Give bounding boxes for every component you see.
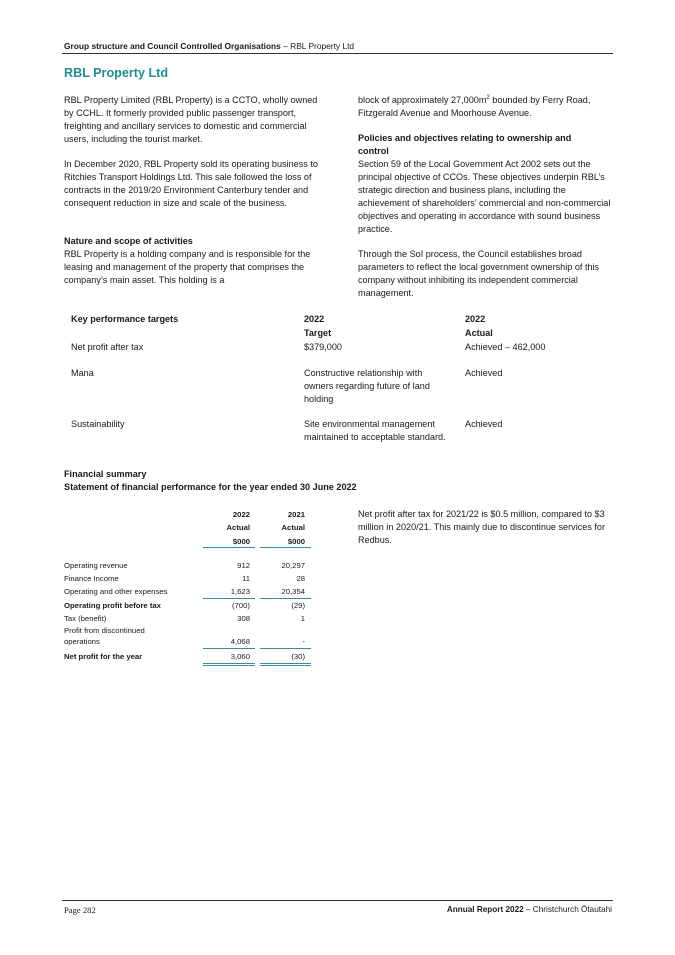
kpi-row-goal: Constructive relationship with owners regarding future of land holding — [304, 368, 430, 405]
total-double-rule — [260, 663, 311, 664]
col-2021-unit: $000 — [287, 537, 305, 546]
header-rule — [62, 53, 613, 54]
col-2022-unit: $000 — [232, 537, 250, 546]
fin-row-2022: 308 — [237, 614, 250, 623]
kpi-row-target: Mana — [71, 368, 94, 378]
running-header — [64, 41, 354, 51]
intro-paragraph: RBL Property Limited (RBL Property) is a CCTO, wholly owned by CCHL. It formerly provided public passenger transport, freighting and ancillary services to domestic and commercial users, including the tourist market. — [64, 95, 318, 144]
page-number: Page 282 — [64, 905, 96, 915]
fin-row-2021: 1 — [300, 614, 305, 623]
kpi-row-actual: Achieved — [465, 419, 503, 429]
fin-row-2022: 11 — [242, 574, 250, 583]
col-2021-type: Actual — [281, 523, 305, 532]
kpi-row-target: Sustainability — [71, 419, 125, 429]
kpi-row-actual: Achieved — [465, 368, 503, 378]
kpi-row-actual: Achieved – 462,000 — [465, 342, 546, 352]
subtotal-rule — [203, 598, 255, 599]
header-subsection: – RBL Property Ltd — [280, 41, 355, 51]
fin-row-label: Finance Income — [64, 574, 119, 583]
report-title: Annual Report 2022 – Christchurch Ōtautahi — [446, 905, 612, 914]
fin-row-2021: 28 — [296, 574, 305, 583]
soi-paragraph: Through the SoI process, the Council establishes broad parameters to reflect the local government ownership of this company without inhibiting its independent commercial management. — [358, 249, 600, 298]
fin-row-label: Net profit for the year — [64, 652, 143, 661]
holding-paragraph: block of approximately $27,000m^2$ bounded by Ferry Road, Fitzgerald Avenue and Moorhouse Avenue. — [358, 94, 591, 118]
kpi-header-actual: 2022 Actual — [465, 314, 493, 338]
nature-heading: Nature and scope of activities — [64, 236, 193, 246]
policies-paragraph: Section 59 of the Local Government Act 2002 sets out the principal objective of CCOs. These objectives underpin RBL’s strategic direction and business plans, including the achievement of shareholders’ commercial and non-commercial objectives and operating in accordance with sound business practice. — [358, 159, 611, 234]
fin-row-label: operations — [64, 637, 100, 646]
col-2022-type: Actual — [226, 523, 250, 532]
fin-row-label: Profit from discontinued — [64, 626, 145, 635]
col-2022-year: 2022 — [232, 510, 250, 519]
fin-row-2021: 20,354 — [281, 587, 305, 596]
financial-summary-heading: Financial summary — [64, 469, 147, 479]
total-double-rule — [203, 663, 255, 664]
header-underline — [260, 547, 311, 548]
subtotal-rule — [203, 648, 255, 649]
fin-row-2022: (700) — [232, 601, 250, 610]
kpi-header-target: Key performance targets — [71, 314, 179, 324]
fin-row-2022: 3,060 — [230, 652, 250, 661]
total-double-rule — [260, 665, 311, 666]
fin-row-2021: 20,297 — [281, 561, 305, 570]
kpi-row-goal: $379,000 — [304, 342, 342, 352]
header-section: Group structure and Council Controlled Organisations — [64, 41, 281, 51]
kpi-row-goal: Site environmental management maintained to acceptable standard. — [304, 419, 446, 443]
policies-heading: Policies and objectives relating to ownership and control — [358, 133, 572, 156]
kpi-header-goal: 2022 Target — [304, 314, 332, 338]
fin-row-2022: 912 — [237, 561, 250, 570]
fin-row-label: Operating and other expenses — [64, 587, 168, 596]
subtotal-rule — [260, 648, 311, 649]
page-title: RBL Property Ltd — [64, 66, 169, 80]
col-2021-year: 2021 — [287, 510, 305, 519]
total-double-rule — [203, 665, 255, 666]
fin-row-2021: (29) — [291, 601, 305, 610]
header-underline — [203, 547, 255, 548]
fin-row-label: Operating profit before tax — [64, 601, 161, 610]
fin-row-label: Operating revenue — [64, 561, 128, 570]
subtotal-rule — [260, 598, 311, 599]
footer-rule — [62, 900, 613, 901]
financial-statement-heading: Statement of financial performance for the year ended 30 June 2022 — [64, 482, 357, 492]
kpi-row-target: Net profit after tax — [71, 342, 144, 352]
fin-row-2022: 4,068 — [230, 637, 250, 646]
fin-row-2021: - — [302, 637, 305, 646]
fin-row-2022: 1,623 — [230, 587, 250, 596]
fin-row-label: Tax (benefit) — [64, 614, 107, 623]
fin-row-2021: (30) — [291, 652, 305, 661]
nature-paragraph: RBL Property is a holding company and is responsible for the leasing and management of the property that comprises the company’s main asset. This holding is a — [64, 249, 311, 285]
sale-paragraph: In December 2020, RBL Property sold its operating business to Ritchies Transport Holdings Ltd. This sale followed the loss of contracts in the 2019/20 Environment Canterbury tender and consequent reduction in size and scale of the business. — [64, 159, 318, 208]
financial-commentary: Net profit after tax for 2021/22 is $0.5 million, compared to $3 million in 2020/21. This mainly due to discontinue services for Redbus. — [358, 509, 606, 545]
